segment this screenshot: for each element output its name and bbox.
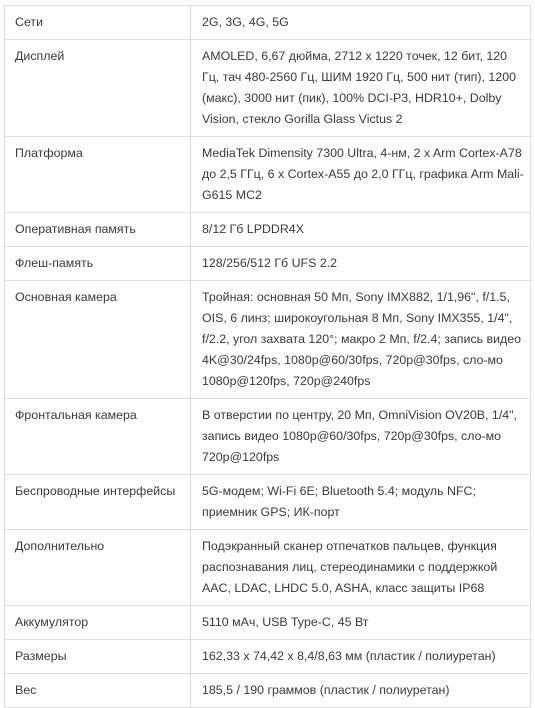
spec-value: AMOLED, 6,67 дюйма, 2712 x 1220 точек, 12 бит, 120 Гц, тач 480-2560 Гц, ШИМ 1920 Гц, 500 нит (тип), 1200 (макс), 3000 нит (пик), 100% DCI-P3, HDR10+, Dolby Vision, стекло Gorilla Glass Victus 2	[191, 40, 531, 137]
spec-label: Флеш-память	[5, 247, 191, 281]
spec-label: Размеры	[5, 640, 191, 674]
spec-label: Вес	[5, 674, 191, 708]
table-row	[5, 213, 531, 247]
spec-value: 185,5 / 190 граммов (пластик / полиуретан)	[191, 674, 531, 708]
table-row	[5, 247, 531, 281]
table-row	[5, 640, 531, 674]
spec-value: 128/256/512 Гб UFS 2.2	[191, 247, 531, 281]
spec-label: Дополнительно	[5, 530, 191, 606]
table-row	[5, 6, 531, 40]
table-row	[5, 475, 531, 530]
spec-label: Фронтальная камера	[5, 399, 191, 475]
spec-value: Тройная: основная 50 Мп, Sony IMX882, 1/1,96", f/1.5, OIS, 6 линз; широкоугольная 8 Мп, Sony IMX355, 1/4", f/2.2, угол захвата 120°; макро 2 Мп, f/2.4; запись видео 4K@30/24fps, 1080p@60/30fps, 720p@30fps, сло-мо 1080p@120fps, 720p@240fps	[191, 281, 531, 399]
table-row	[5, 606, 531, 640]
table-row	[5, 399, 531, 475]
spec-value: 5G-модем; Wi-Fi 6E; Bluetooth 5.4; модуль NFC; приемник GPS; ИК-порт	[191, 475, 531, 530]
table-row	[5, 281, 531, 399]
table-row	[5, 674, 531, 708]
spec-label: Беспроводные интерфейсы	[5, 475, 191, 530]
spec-value: Подэкранный сканер отпечатков пальцев, функция распознавания лиц, стереодинамики с поддержкой AAC, LDAC, LHDC 5.0, ASHA, класс защиты IP68	[191, 530, 531, 606]
spec-label: Аккумулятор	[5, 606, 191, 640]
table-row	[5, 530, 531, 606]
spec-value: 5110 мАч, USB Type-C, 45 Вт	[191, 606, 531, 640]
table-row	[5, 40, 531, 137]
spec-label: Платформа	[5, 137, 191, 213]
spec-value: 8/12 Гб LPDDR4X	[191, 213, 531, 247]
spec-value: 2G, 3G, 4G, 5G	[191, 6, 531, 40]
spec-label: Дисплей	[5, 40, 191, 137]
specifications-table	[4, 5, 531, 708]
spec-value: 162,33 x 74,42 x 8,4/8,63 мм (пластик / полиуретан)	[191, 640, 531, 674]
spec-value: MediaTek Dimensity 7300 Ultra, 4-нм, 2 x Arm Cortex-A78 до 2,5 ГГц, 6 x Cortex-A55 до 2,0 ГГц, графика Arm Mali-G615 MC2	[191, 137, 531, 213]
spec-value: В отверстии по центру, 20 Мп, OmniVision OV20B, 1/4", запись видео 1080p@60/30fps, 720p@30fps, сло-мо 720p@120fps	[191, 399, 531, 475]
spec-label: Основная камера	[5, 281, 191, 399]
table-row	[5, 137, 531, 213]
spec-label: Оперативная память	[5, 213, 191, 247]
spec-label: Сети	[5, 6, 191, 40]
